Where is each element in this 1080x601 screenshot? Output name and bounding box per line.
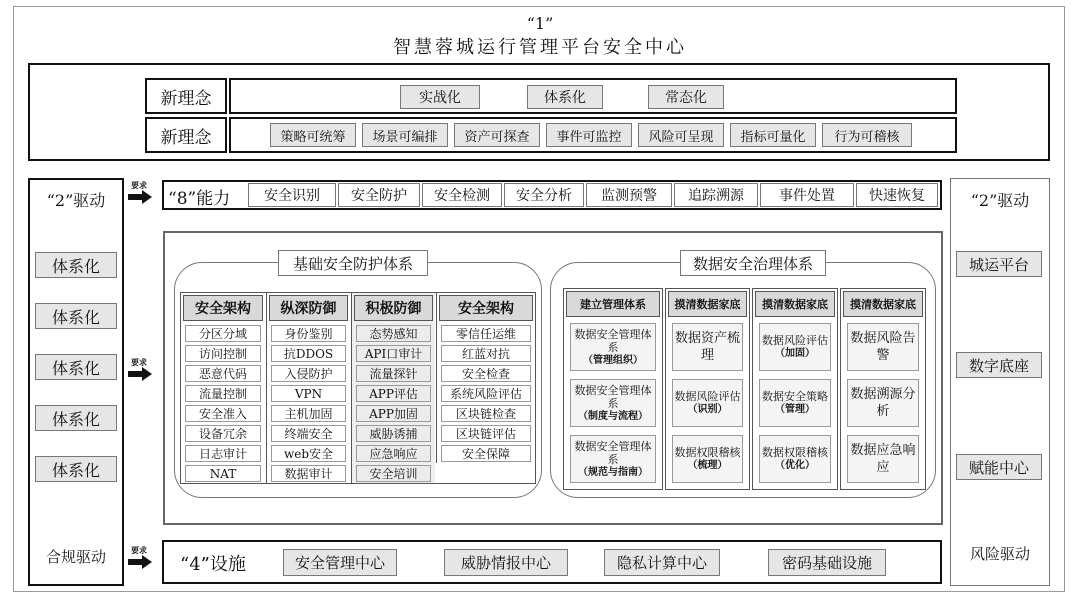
basic-item: 设备冗余 (185, 425, 261, 442)
basic-column-header: 安全架构 (439, 295, 533, 321)
basic-item: 访问控制 (185, 345, 261, 362)
data-item-text: 数据应急响应 (850, 443, 916, 475)
basic-item: 安全培训 (356, 465, 431, 482)
concept-row2-item-1: 场景可编排 (362, 123, 448, 147)
requirement-label: 要求 (131, 545, 147, 555)
right-driver-panel (950, 178, 1050, 586)
left-driver-panel (28, 178, 124, 586)
data-item-text: 数据风险评估 (674, 390, 741, 403)
capability-item-4: 监测预警 (586, 183, 672, 207)
capability-item-0: 安全识别 (248, 183, 336, 207)
basic-item: 应急响应 (356, 445, 431, 462)
basic-item: 日志审计 (185, 445, 261, 462)
basic-column-3 (436, 293, 535, 463)
capability-item-7: 快速恢复 (856, 183, 938, 207)
facility-item-0: 安全管理中心 (283, 549, 397, 576)
data-item-text: 数据安全管理体系 (574, 439, 652, 466)
concept-row2-item-6: 行为可稽核 (822, 123, 912, 147)
basic-item: 安全检查 (441, 365, 531, 382)
basic-item: 威胁诱捕 (356, 425, 431, 442)
basic-item: 流量控制 (185, 385, 261, 402)
basic-item: 红蓝对抗 (441, 345, 531, 362)
data-item-sub: （识别） (687, 404, 728, 415)
left-driver-item-2: 体系化 (35, 354, 117, 380)
left-driver-item-0: 体系化 (35, 252, 117, 278)
data-item (672, 435, 743, 483)
data-item-sub: （管理） (775, 404, 815, 415)
basic-item: VPN (271, 385, 346, 402)
basic-item: 态势感知 (356, 325, 431, 342)
left-driver-item-1: 体系化 (35, 303, 117, 329)
data-column-header: 建立管理体系 (566, 291, 660, 317)
basic-system-title: 基础安全防护体系 (278, 250, 428, 276)
capability-item-1: 安全防护 (338, 183, 420, 207)
basic-item: 流量探针 (356, 365, 431, 382)
data-item-text: 数据安全管理体系 (574, 383, 652, 410)
basic-item: 抗DDOS (271, 345, 346, 362)
data-item-sub: （规范与指南） (578, 466, 648, 478)
capability-item-6: 事件处置 (760, 183, 854, 207)
data-item (672, 379, 743, 427)
basic-item: APP加固 (356, 405, 431, 422)
data-item-sub: （优化） (775, 460, 815, 471)
basic-item: 系统风险评估 (441, 385, 531, 402)
concept-row2-item-0: 策略可统筹 (270, 123, 356, 147)
data-item-text: 数据安全策略 (762, 390, 828, 403)
capability-label: “8”能力 (168, 189, 231, 209)
requirement-label: 要求 (131, 180, 147, 190)
concept-row2-label: 新理念 (145, 117, 227, 153)
arrow-right-icon (127, 190, 153, 204)
concept-row2-item-5: 指标可量化 (730, 123, 816, 147)
data-column-header: 摸清数据家底 (668, 291, 747, 317)
right-driver-item-2: 赋能中心 (956, 454, 1042, 480)
right-driver-bottom: 风险驱动 (969, 545, 1030, 563)
data-item (847, 323, 919, 371)
data-item (570, 323, 656, 371)
requirement-arrow-top (127, 181, 153, 204)
basic-item: 分区分域 (185, 325, 261, 342)
data-item (759, 379, 831, 427)
facility-label: “4”设施 (180, 554, 246, 575)
basic-item: 数据审计 (271, 465, 346, 482)
page-title: 智慧蓉城运行管理平台安全中心 (393, 37, 687, 58)
data-item-text: 数据风险评估 (762, 334, 828, 347)
basic-column-header: 安全架构 (183, 295, 263, 321)
left-driver-item-3: 体系化 (35, 405, 117, 431)
data-item-text: 数据资产梳理 (674, 331, 740, 363)
data-item (759, 435, 831, 483)
header-number: “1” (526, 14, 554, 33)
arrow-right-icon (127, 555, 153, 569)
concept-row1-label: 新理念 (145, 78, 227, 114)
basic-item: 区块链评估 (441, 425, 531, 442)
data-item-sub: （管理组织） (583, 354, 643, 366)
data-item-text: 数据权限稽核 (674, 446, 741, 459)
data-column-1 (665, 288, 750, 490)
data-item-sub: （梳理） (687, 460, 728, 471)
left-driver-bottom: 合规驱动 (45, 548, 106, 566)
basic-column-header: 纵深防御 (269, 295, 348, 321)
facility-item-3: 密码基础设施 (768, 549, 886, 576)
basic-item: 恶意代码 (185, 365, 261, 382)
arrow-right-icon (127, 367, 153, 381)
basic-column-2 (351, 293, 435, 483)
basic-column-1 (266, 293, 350, 483)
requirement-arrow-mid (127, 358, 153, 381)
basic-item: API口审计 (356, 345, 431, 362)
data-item (672, 323, 743, 371)
basic-column-header: 积极防御 (354, 295, 433, 321)
data-item-text: 数据安全管理体系 (574, 327, 652, 354)
basic-item: 主机加固 (271, 405, 346, 422)
capability-item-5: 追踪溯源 (674, 183, 758, 207)
requirement-label: 要求 (131, 357, 147, 367)
basic-item: NAT (185, 465, 261, 482)
facility-item-2: 隐私计算中心 (604, 549, 720, 576)
data-item-text: 数据权限稽核 (762, 446, 828, 459)
basic-item: 区块链检查 (441, 405, 531, 422)
concept-row1-item-1: 体系化 (527, 85, 603, 109)
concept-row2-item-4: 风险可呈现 (638, 123, 724, 147)
concept-row1-item-0: 实战化 (400, 85, 480, 109)
left-driver-title: “2”驱动 (46, 191, 106, 210)
data-item (570, 435, 656, 483)
data-column-header: 摸清数据家底 (843, 291, 923, 317)
data-item-sub: （加固） (775, 348, 815, 359)
data-item (847, 435, 919, 483)
facility-item-1: 威胁情报中心 (444, 549, 568, 576)
data-item-text: 数据风险告警 (850, 331, 916, 363)
requirement-arrow-bottom (127, 546, 153, 569)
basic-item: 终端安全 (271, 425, 346, 442)
basic-column-0 (181, 293, 265, 483)
data-item-text: 数据溯源分析 (850, 387, 916, 419)
concept-row2-item-2: 资产可探查 (454, 123, 540, 147)
basic-item: 身份鉴别 (271, 325, 346, 342)
basic-item: web安全 (271, 445, 346, 462)
left-driver-item-4: 体系化 (35, 456, 117, 482)
data-system-title: 数据安全治理体系 (680, 250, 826, 276)
basic-item: 入侵防护 (271, 365, 346, 382)
capability-item-2: 安全检测 (422, 183, 502, 207)
concept-row1-item-2: 常态化 (648, 85, 724, 109)
basic-item: 零信任运维 (441, 325, 531, 342)
data-item (847, 379, 919, 427)
right-driver-title: “2”驱动 (970, 191, 1030, 210)
data-column-header: 摸清数据家底 (755, 291, 835, 317)
data-item-sub: （制度与流程） (578, 410, 648, 422)
capability-item-3: 安全分析 (504, 183, 584, 207)
data-item (759, 323, 831, 371)
right-driver-item-1: 数字底座 (956, 352, 1042, 378)
data-column-3 (840, 288, 926, 490)
right-driver-item-0: 城运平台 (956, 251, 1042, 277)
concept-row2-item-3: 事件可监控 (546, 123, 632, 147)
basic-item: 安全准入 (185, 405, 261, 422)
data-column-2 (752, 288, 838, 490)
data-column-0 (563, 288, 663, 490)
data-item (570, 379, 656, 427)
basic-item: APP评估 (356, 385, 431, 402)
basic-item: 安全保障 (441, 445, 531, 462)
